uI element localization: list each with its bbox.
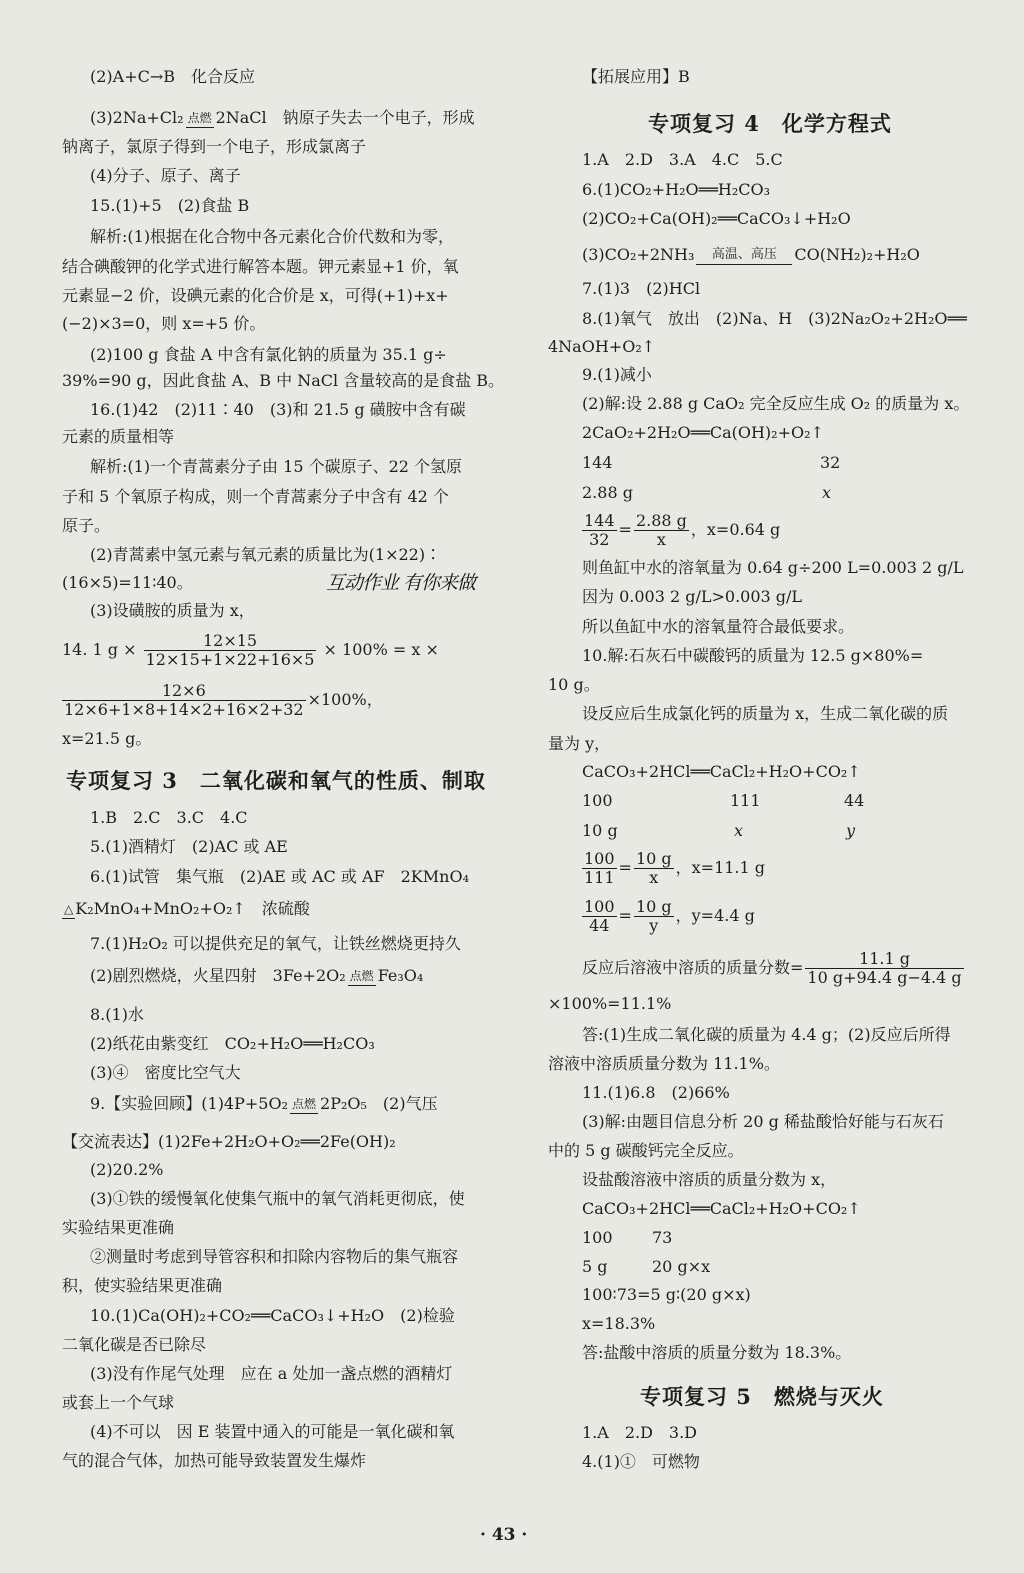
text-line: 溶液中溶质质量分数为 11.1%。 <box>548 1054 780 1073</box>
text-line: 16.(1)42 (2)11∶40 (3)和 21.5 g 磺胺中含有碳 <box>90 400 466 419</box>
text-line: ②测量时考虑到导管容积和扣除内容物后的集气瓶容 <box>90 1247 459 1266</box>
text-line: 答:(1)生成二氧化碳的质量为 4.4 g；(2)反应后所得 <box>582 1025 951 1044</box>
text-line: 111 <box>730 791 761 810</box>
fraction: $\frac{12\times 6}{12\times 6+1\times 8+14\times 2+16\times 2+32}$ <box>64 681 304 719</box>
formula-line: $\frac{100}{111}$ = $\frac{10 g}{x}$ ，x=11.1 g <box>584 849 766 887</box>
text-line: 子和 5 个氧原子构成，则一个青蒿素分子中含有 42 个 <box>62 487 449 506</box>
text-line: 1.A 2.D 3.D <box>582 1423 698 1442</box>
text-line: 10 g。 <box>548 675 600 694</box>
text-line: (3)没有作尾气处理 应在 a 处加一盏点燃的酒精灯 <box>90 1364 453 1383</box>
text-line: 或套上一个气球 <box>62 1393 175 1412</box>
text-line: 【交流表达】(1)2Fe+2H₂O+O₂══2Fe(OH)₂ <box>62 1132 396 1151</box>
reaction-condition: 点燃 <box>348 967 376 986</box>
text-line: 15.(1)+5 (2)食盐 B <box>90 196 250 215</box>
fraction: $\frac{10 g}{x}$ <box>635 849 672 887</box>
formula-line: $\frac{12\times 6}{12\times 6+1\times 8+14\times 2+16\times 2+32}$ ×100%， <box>64 681 383 719</box>
text-line: (4)不可以 因 E 装置中通入的可能是一氧化碳和氧 <box>90 1422 455 1441</box>
text-line: 解析:(1)根据在化合物中各元素化合价代数和为零， <box>90 227 455 246</box>
text-line: 设盐酸溶液中溶质的质量分数为 x， <box>582 1170 837 1189</box>
text-line: 元素显−2 价，设碘元素的化合价是 x，可得(+1)+x+ <box>62 286 449 305</box>
text-line: 中的 5 g 碳酸钙完全反应。 <box>548 1141 744 1160</box>
text-line: 4NaOH+O₂↑ <box>548 337 656 356</box>
reaction-condition: 点燃 <box>290 1095 318 1114</box>
text-line: 73 <box>652 1228 673 1247</box>
text-line: 11.(1)6.8 (2)66% <box>582 1083 730 1102</box>
fraction: $\frac{2.88 g}{x}$ <box>635 511 687 549</box>
text-line: 钠离子，氯原子得到一个电子，形成氯离子 <box>62 137 367 156</box>
text-line: (3)设磺胺的质量为 x， <box>90 601 255 620</box>
text-line: 答:盐酸中溶质的质量分数为 18.3%。 <box>582 1343 852 1362</box>
formula-line: $\frac{144}{32}$ = $\frac{2.88 g}{x}$ ，x=0.64 g <box>584 511 781 549</box>
text-line: x=21.5 g。 <box>62 729 152 748</box>
text-line: 44 <box>844 791 865 810</box>
text-line: 则鱼缸中水的溶氧量为 0.64 g÷200 L=0.003 2 g/L <box>582 558 964 577</box>
text-line: 39%=90 g，因此食盐 A、B 中 NaCl 含量较高的是食盐 B。 <box>62 371 505 390</box>
formula-line: $\frac{100}{44}$ = $\frac{10 g}{y}$ ，y=4.4 g <box>584 897 755 935</box>
text-line: 7.(1)H₂O₂ 可以提供充足的氧气，让铁丝燃烧更持久 <box>90 934 461 953</box>
section-heading: 专项复习 3 二氧化碳和氧气的性质、制取 <box>66 768 486 793</box>
text-line: 100 <box>582 1228 613 1247</box>
text-line: 6.(1)CO₂+H₂O══H₂CO₃ <box>582 180 770 199</box>
fraction: $\frac{100}{44}$ <box>584 897 615 935</box>
reaction-condition: 高温、高压 <box>696 246 792 265</box>
text-line: 所以鱼缸中水的溶氧量符合最低要求。 <box>582 617 855 636</box>
formula-line: 14. 1 g × $\frac{12\times 15}{12\times 15+1\times 22+16\times 5}$ × 100% = x × <box>62 631 439 669</box>
text-line: (2)剧烈燃烧，火星四射 3Fe+2O₂ 点燃 Fe₃O₄ <box>90 966 424 985</box>
text-line: 2CaO₂+2H₂O══Ca(OH)₂+O₂↑ <box>582 423 824 442</box>
text-line: 9.(1)减小 <box>582 365 652 384</box>
text-line: (2)100 g 食盐 A 中含有氯化钠的质量为 35.1 g÷ <box>90 345 447 364</box>
text-line: x=18.3% <box>582 1314 656 1333</box>
handwritten-note: 互动作业 有你来做 <box>326 572 476 594</box>
formula-line: 反应后溶液中溶质的质量分数= $\frac{11.1 g}{10 g+94.4 g-4.4 g}$ <box>582 949 962 987</box>
text-line: 积，使实验结果更准确 <box>62 1276 223 1295</box>
text-line: (3)2Na+Cl₂ 点燃 2NaCl 钠原子失去一个电子，形成 <box>90 108 475 127</box>
text-line: 设反应后生成氯化钙的质量为 x，生成二氧化碳的质 <box>582 704 949 723</box>
text-line: 7.(1)3 (2)HCl <box>582 279 701 298</box>
text-line: 5 g <box>582 1257 608 1276</box>
text-line: x <box>734 821 744 840</box>
text-line: ×100%=11.1% <box>548 994 672 1013</box>
fraction: $\frac{144}{32}$ <box>584 511 615 549</box>
fraction: $\frac{100}{111}$ <box>584 849 615 887</box>
text-line: 20 g×x <box>652 1257 711 1276</box>
text-line: 元素的质量相等 <box>62 427 175 446</box>
text-line: 10.(1)Ca(OH)₂+CO₂══CaCO₃↓+H₂O (2)检验 <box>90 1306 455 1325</box>
text-line: x <box>822 483 832 502</box>
text-line: 二氧化碳是否已除尽 <box>62 1335 207 1354</box>
text-line: (16×5)=11∶40。 <box>62 573 193 592</box>
text-line: 因为 0.003 2 g/L>0.003 g/L <box>582 587 803 606</box>
text-line: (2)纸花由紫变红 CO₂+H₂O══H₂CO₃ <box>90 1034 375 1053</box>
fraction: $\frac{11.1 g}{10 g+94.4 g-4.4 g}$ <box>807 949 962 987</box>
text-line: (2)CO₂+Ca(OH)₂══CaCO₃↓+H₂O <box>582 209 851 228</box>
text-line: (2)A+C→B 化合反应 <box>90 67 256 86</box>
text-line: 100 <box>582 791 613 810</box>
text-line: 气的混合气体，加热可能导致装置发生爆炸 <box>62 1451 367 1470</box>
text-line: (4)分子、原子、离子 <box>90 166 241 185</box>
text-line: (2)解:设 2.88 g CaO₂ 完全反应生成 O₂ 的质量为 x。 <box>582 394 970 413</box>
text-line: (3)CO₂+2NH₃ 高温、高压 CO(NH₂)₂+H₂O <box>582 245 920 264</box>
fraction: $\frac{10 g}{y}$ <box>635 897 672 935</box>
text-line: 6.(1)试管 集气瓶 (2)AE 或 AC 或 AF 2KMnO₄ <box>90 867 469 886</box>
page-number: · 43 · <box>480 1525 528 1545</box>
text-line: 32 <box>820 453 841 472</box>
reaction-condition: △ <box>62 900 75 919</box>
text-line: 1.B 2.C 3.C 4.C <box>90 808 248 827</box>
text-line: 100∶73=5 g∶(20 g×x) <box>582 1285 751 1304</box>
text-line: (2)20.2% <box>90 1160 164 1179</box>
text-line: y <box>846 821 856 840</box>
text-line: (3)④ 密度比空气大 <box>90 1063 241 1082</box>
text-line: 量为 y， <box>548 734 611 753</box>
text-line: CaCO₃+2HCl══CaCl₂+H₂O+CO₂↑ <box>582 1199 861 1218</box>
text-line: 144 <box>582 453 613 472</box>
text-line: 解析:(1)一个青蒿素分子由 15 个碳原子、22 个氢原 <box>90 457 463 476</box>
text-line: (3)①铁的缓慢氧化使集气瓶中的氧气消耗更彻底，使 <box>90 1189 465 1208</box>
text-line: 8.(1)水 <box>90 1005 144 1024</box>
text-line: 1.A 2.D 3.A 4.C 5.C <box>582 150 783 169</box>
fraction: $\frac{12\times 15}{12\times 15+1\times 22+16\times 5}$ <box>145 631 315 669</box>
text-line: (3)解:由题目信息分析 20 g 稀盐酸恰好能与石灰石 <box>582 1112 944 1131</box>
text-line: 8.(1)氧气 放出 (2)Na、H (3)2Na₂O₂+2H₂O══ <box>582 309 967 328</box>
text-line: 实验结果更准确 <box>62 1218 175 1237</box>
text-line: 结合碘酸钾的化学式进行解答本题。钾元素显+1 价，氧 <box>62 257 459 276</box>
text-line: 10.解:石灰石中碳酸钙的质量为 12.5 g×80%= <box>582 646 924 665</box>
reaction-condition: 点燃 <box>186 109 214 128</box>
text-line: (−2)×3=0，则 x=+5 价。 <box>62 314 266 333</box>
text-line: 原子。 <box>62 516 111 535</box>
text-line: 4.(1)① 可燃物 <box>582 1452 700 1471</box>
section-heading: 专项复习 5 燃烧与灭火 <box>640 1384 884 1409</box>
text-line: 5.(1)酒精灯 (2)AC 或 AE <box>90 837 288 856</box>
text-line: 10 g <box>582 821 618 840</box>
text-line: △ K₂MnO₄+MnO₂+O₂↑ 浓硫酸 <box>64 899 310 918</box>
text-line: 2.88 g <box>582 483 633 502</box>
section-heading: 专项复习 4 化学方程式 <box>648 111 892 136</box>
text-line: 【拓展应用】B <box>582 67 690 86</box>
text-line: (2)青蒿素中氢元素与氧元素的质量比为(1×22)∶ <box>90 545 442 564</box>
text-line: CaCO₃+2HCl══CaCl₂+H₂O+CO₂↑ <box>582 762 861 781</box>
text-line: 9.【实验回顾】(1)4P+5O₂ 点燃 2P₂O₅ (2)气压 <box>90 1094 438 1113</box>
